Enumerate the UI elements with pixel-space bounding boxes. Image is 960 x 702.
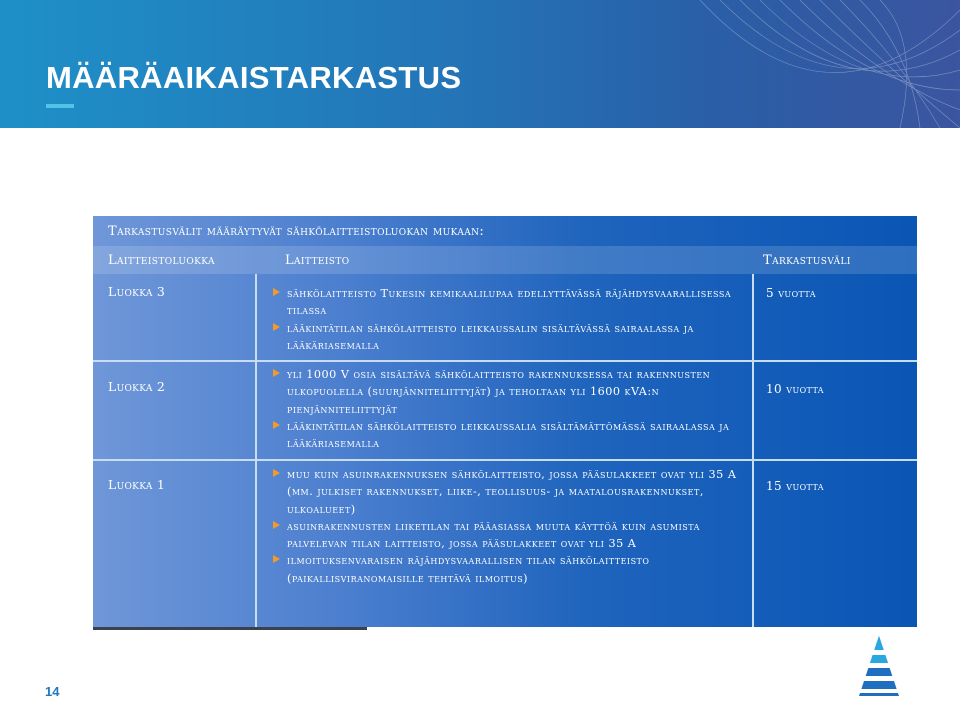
- header-class: Laitteistoluokka: [108, 253, 215, 268]
- interval-value: 10 vuotta: [766, 382, 824, 396]
- header-interval: Tarkastusväli: [763, 253, 851, 268]
- list-item: ilmoituksenvaraisen räjähdysvaarallisen tilan sähkölaitteisto (paikallisviranomaisille tehtävä ilmoitus): [273, 552, 753, 587]
- interval-value: 15 vuotta: [766, 479, 824, 493]
- page-title: MÄÄRÄAIKAISTARKASTUS: [46, 60, 462, 95]
- bottom-rule: [93, 627, 367, 630]
- bullet-arrow-icon: [273, 469, 280, 477]
- column-divider: [255, 274, 257, 627]
- list-item: muu kuin asuinrakennuksen sähkölaitteisto, jossa pääsulakkeet ovat yli 35 A (mm. julkiset rakennukset, liike-, teollisuus- ja maatalousrakennukset, ulkoalueet): [273, 466, 753, 518]
- class-label: Luokka 1: [108, 477, 166, 492]
- table-header: [93, 246, 917, 274]
- class-label: Luokka 3: [108, 284, 166, 299]
- list-item: sähkölaitteisto Tukesin kemikaalilupaa edellyttävässä räjähdysvaarallisessa tilassa: [273, 285, 753, 320]
- device-list: [273, 366, 753, 452]
- list-item: yli 1000 V osia sisältävä sähkölaitteisto rakennuksessa tai rakennusten ulkopuolella (suurjänniteliittyjät) ja teholtaan yli 1600 kVA:n pienjänniteliittyjät: [273, 366, 753, 418]
- logo-icon: [855, 636, 903, 698]
- table-caption: Tarkastusvälit määräytyvät sähkölaitteistoluokan mukaan:: [108, 224, 485, 239]
- list-item: lääkintätilan sähkölaitteisto leikkaussalia sisältämättömässä sairaalassa ja lääkäriasemalla: [273, 418, 753, 453]
- bullet-arrow-icon: [273, 555, 280, 563]
- interval-value: 5 vuotta: [766, 286, 816, 300]
- bullet-arrow-icon: [273, 369, 280, 377]
- page-number: 14: [45, 684, 60, 699]
- class-label: Luokka 2: [108, 379, 166, 394]
- device-list: [273, 285, 753, 354]
- list-item: asuinrakennusten liiketilan tai pääasiassa muuta käyttöä kuin asumista palvelevan tilan laitteisto, jossa pääsulakkeet ovat yli 35 A: [273, 518, 753, 553]
- bullet-arrow-icon: [273, 323, 280, 331]
- row-divider: [93, 360, 917, 362]
- decorative-lines: [700, 0, 960, 128]
- device-list: [273, 466, 753, 587]
- inspection-table: [93, 216, 917, 627]
- header-device: Laitteisto: [285, 253, 350, 268]
- bullet-arrow-icon: [273, 521, 280, 529]
- list-item: lääkintätilan sähkölaitteisto leikkaussalin sisältävässä sairaalassa ja lääkäriasemalla: [273, 320, 753, 355]
- row-divider: [93, 459, 917, 461]
- title-underline: [46, 104, 74, 108]
- bullet-arrow-icon: [273, 421, 280, 429]
- bullet-arrow-icon: [273, 288, 280, 296]
